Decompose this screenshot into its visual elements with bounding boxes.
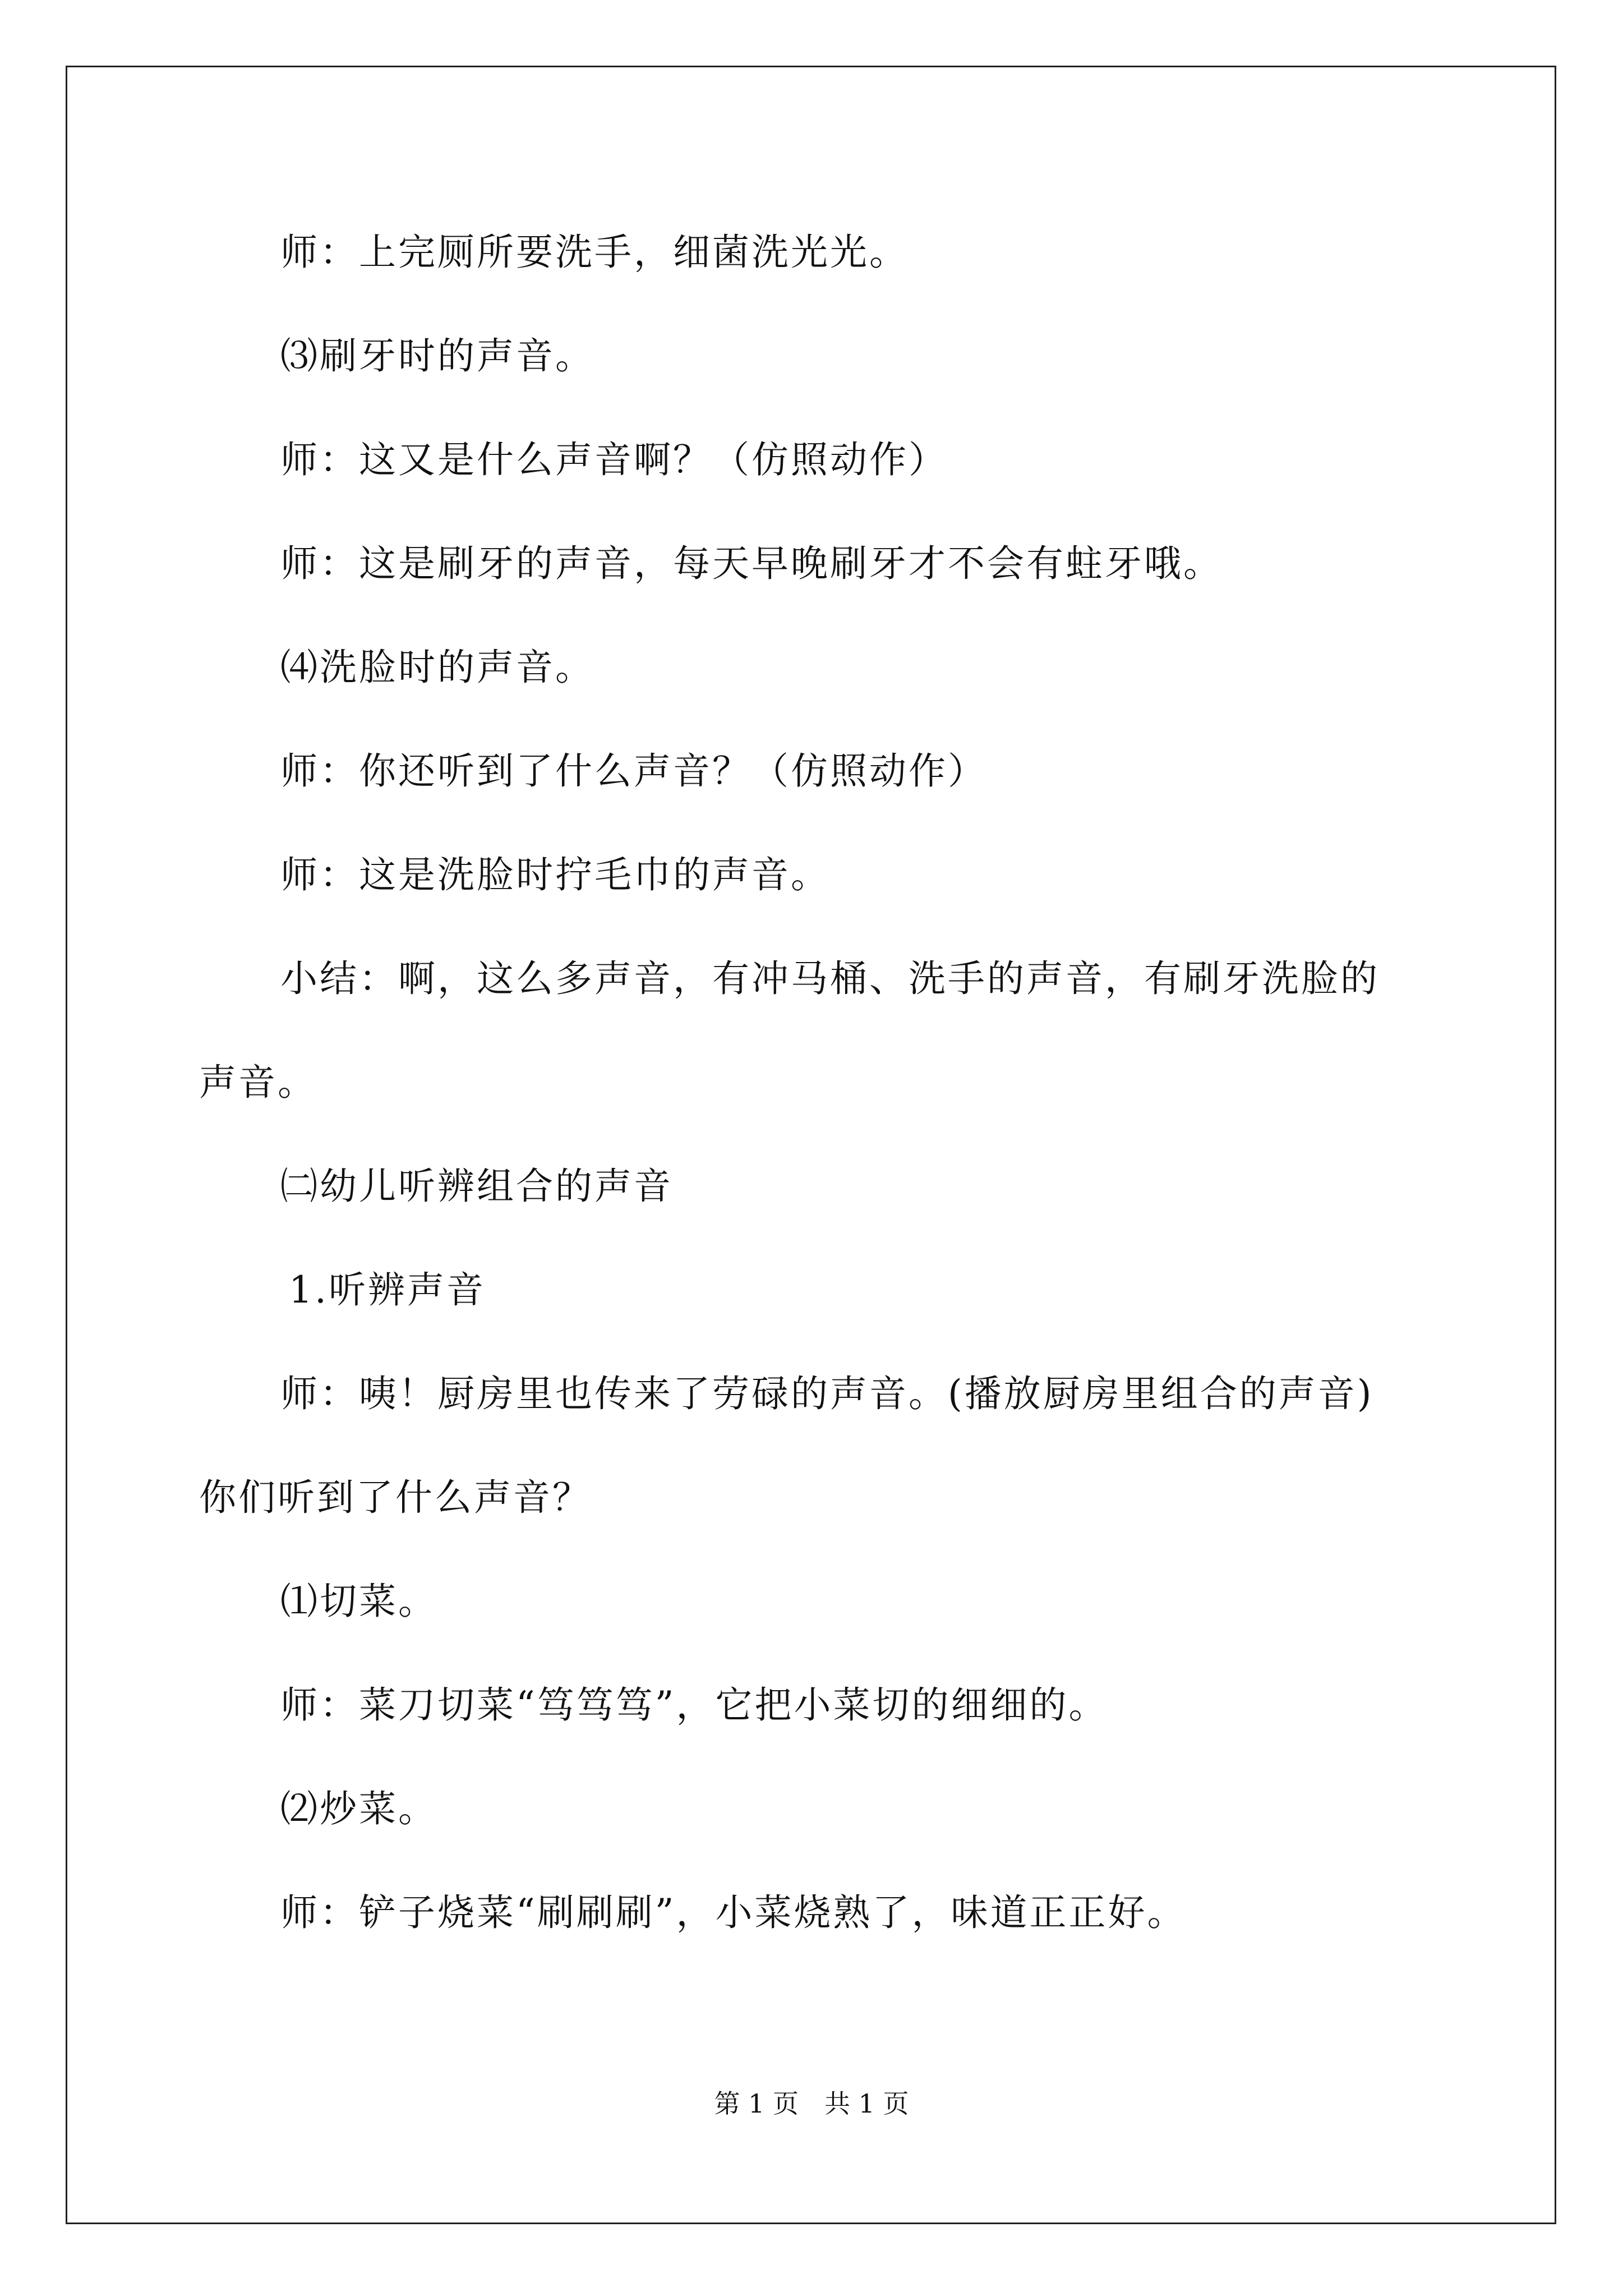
paragraph-line: 师：铲子烧菜“刷刷刷”，小菜烧熟了，味道正正好。 [280,1891,1187,1934]
paragraph-line: 师：上完厕所要洗手，细菌洗光光。 [280,231,909,274]
paragraph-line: 声音。 [199,1061,317,1104]
paragraph-line: ⑴切菜。 [280,1580,437,1623]
paragraph-line: 你们听到了什么声音？ [199,1476,592,1519]
paragraph-line: 小结：啊，这么多声音，有冲马桶、洗手的声音，有刷牙洗脸的 [280,957,1380,1000]
paragraph-line: 师：这是洗脸时拧毛巾的声音。 [280,853,830,896]
paragraph-line: 师：这是刷牙的声音，每天早晚刷牙才不会有蛀牙哦。 [280,542,1223,585]
paragraph-line: ⑷洗脸时的声音。 [280,646,594,689]
paragraph-line: 师：这又是什么声音啊？（仿照动作） [280,438,948,481]
paragraph-line: 师：你还听到了什么声音？（仿照动作） [280,749,987,793]
section-heading: ㈡幼儿听辨组合的声音 [280,1165,673,1208]
subsection-heading: 1.听辨声音 [289,1268,486,1312]
paragraph-line: ⑶刷牙时的声音。 [280,334,594,378]
paragraph-line: 师：菜刀切菜“笃笃笃”，它把小菜切的细细的。 [280,1683,1108,1727]
paragraph-line: 师：咦！厨房里也传来了劳碌的声音。(播放厨房里组合的声音) [280,1372,1374,1415]
paragraph-line: ⑵炒菜。 [280,1787,437,1830]
page-footer: 第 1 页 共 1 页 [714,2088,909,2119]
